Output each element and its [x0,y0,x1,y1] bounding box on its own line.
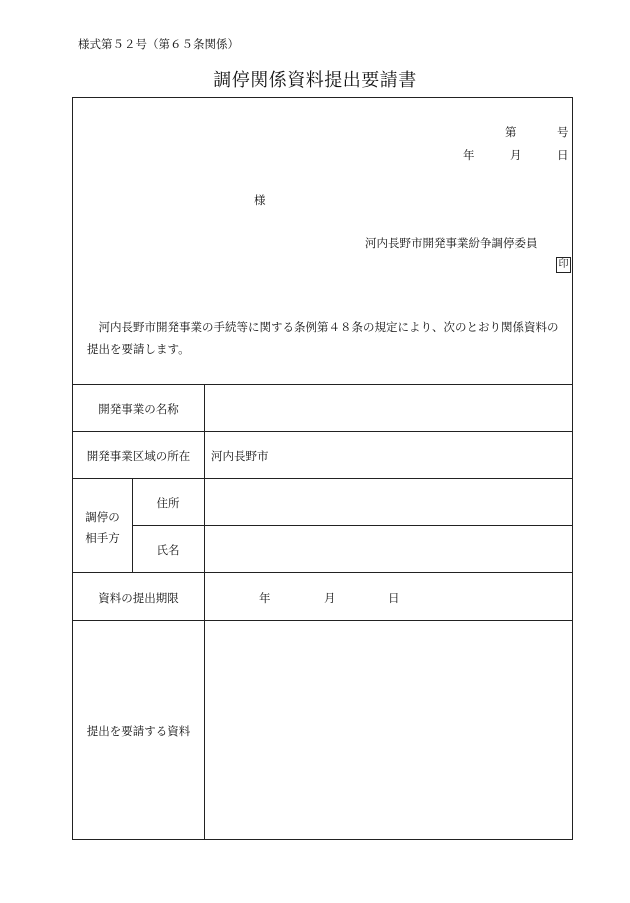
seal-mark: 印 [556,257,571,273]
number-suffix: 号 [557,125,569,139]
date-day-label: 日 [557,148,569,162]
row-divider [73,572,572,573]
row-divider [73,431,572,432]
counterparty-address-label: 住所 [156,496,180,510]
deadline-label: 資料の提出期限 [98,591,179,605]
project-area-label: 開発事業区域の所在 [86,449,191,463]
project-area-value[interactable]: 河内長野市 [211,449,269,463]
date-year-label: 年 [463,148,475,162]
counterparty-label-line1: 調停の [85,510,120,524]
number-label: 第 [505,125,517,139]
counterparty-name-label: 氏名 [156,543,180,557]
materials-label: 提出を要請する資料 [86,724,191,738]
project-name-label: 開発事業の名称 [98,402,179,416]
deadline-month-label: 月 [324,591,336,605]
sender-name: 河内長野市開発事業紛争調停委員 [365,236,538,250]
counterparty-label-line2: 相手方 [85,531,120,545]
counterparty-address-field[interactable] [205,479,573,525]
deadline-year-label: 年 [259,591,271,605]
counterparty-name-field[interactable] [205,526,573,572]
form-number: 様式第５２号（第６５条関係） [78,37,239,51]
document-title: 調停関係資料提出要請書 [213,70,417,91]
project-name-field[interactable] [205,385,573,431]
form-frame [72,97,573,840]
materials-field[interactable] [205,621,573,839]
deadline-day-label: 日 [388,591,400,605]
date-month-label: 月 [510,148,522,162]
addressee-suffix: 様 [254,193,266,207]
request-text: 河内長野市開発事業の手続等に関する条例第４８条の規定により、次のとおり関係資料の提出を要請します。 [87,320,559,356]
